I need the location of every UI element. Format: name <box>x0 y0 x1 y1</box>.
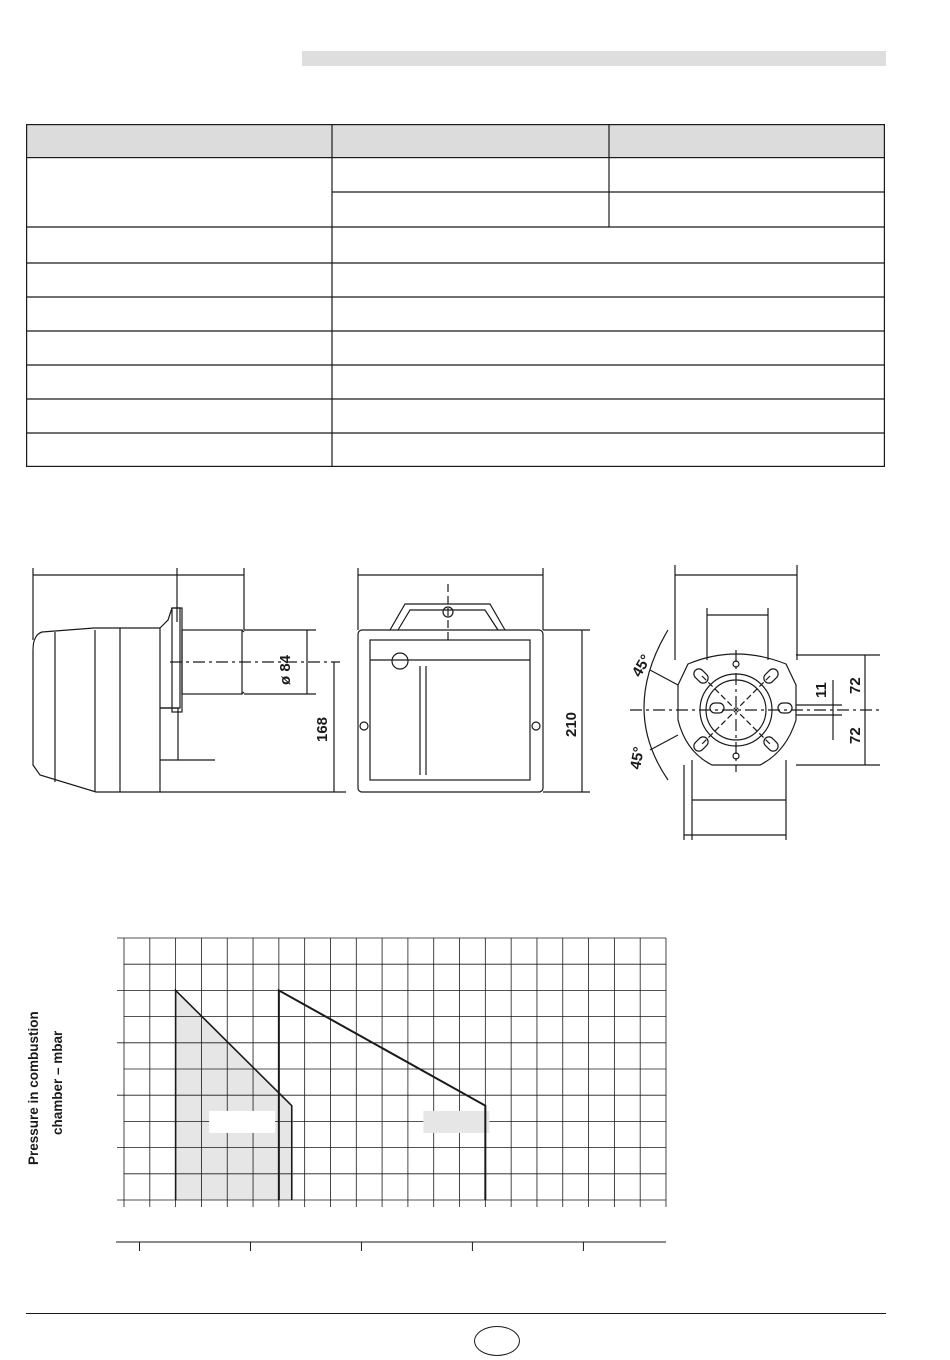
y-axis-label-line1: Pressure in combustion <box>26 1011 41 1165</box>
flange-upper-label: 72 <box>847 677 864 694</box>
firing-rate-chart <box>20 930 680 1260</box>
angle-upper-label: 45° <box>628 651 655 680</box>
footer-rule <box>26 1313 886 1314</box>
technical-data-table <box>26 124 885 467</box>
front-view-drawing <box>350 560 600 810</box>
header-bar <box>302 51 886 66</box>
flange-view-drawing <box>610 560 890 850</box>
side-view-drawing <box>20 560 350 810</box>
flange-offset-label: 11 <box>813 682 830 698</box>
body-height-label: 210 <box>563 711 580 737</box>
angle-lower-label: 45° <box>627 745 648 771</box>
series-1-label-box <box>209 1111 275 1133</box>
nozzle-diameter-label: ø 84 <box>277 654 294 685</box>
axis-height-label: 168 <box>314 716 331 742</box>
flange-lower-label: 72 <box>847 727 864 744</box>
y-axis-label-line2: chamber – mbar <box>50 1030 65 1135</box>
series-2-label-box <box>423 1111 489 1133</box>
page-number-oval <box>474 1326 520 1356</box>
